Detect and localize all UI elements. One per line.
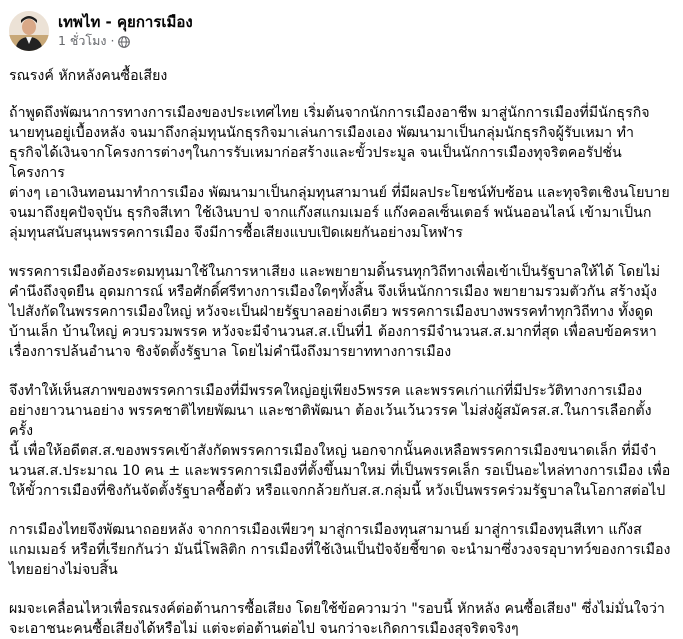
post-paragraph-4: การเมืองไทยจึงพัฒนาถอยหลัง จากการเมืองเพียวๆ มาสู่การเมืองทุนสามานย์ มาสู่การเมืองทุนสีเทา แก๊งส แกมเมอร์ หรือที่เรียกกันว่า มันนี่โพลิติก การเมืองที่ใช้เงินเป็นปัจจัยชี้ขาด จะนำมาซึ่งวงจรอุบาทว์ของการเมือง ไทยอย่างไม่จบสิ้น	[9, 522, 671, 578]
post-paragraph-5: ผมจะเคลื่อนไหวเพื่อรณรงค์ต่อต้านการซื้อเสียง โดยใช้ข้อความว่า "รอบนี้ หักหลัง คนซื้อเสียง" ซึ่งไม่มั่นใจว่า จะเอาชนะคนซื้อเสียงได้หรือไม่ แต่จะต่อต้านต่อไป จนกว่าจะเกิดการเมืองสุจริตจริงๆ	[9, 601, 665, 637]
post-timestamp[interactable]: 1 ชั่วโมง	[58, 33, 107, 48]
post-paragraph-2: พรรคการเมืองต้องระดมทุนมาใช้ในการหาเสียง และพยายามดิ้นรนทุกวิถีทางเพื่อเข้าเป็นรัฐบาลให้ได้ โดยไม่ คำนึงถึงจุดยืน อุดมการณ์ หรือศักดิ์ศรีทางการเมืองใดๆทั้งสิ้น จึงเห็นนักการเมือง พยายามรวมตัวกัน สร้างมุ้ง ไปสังกัดในพรรคการเมืองใหญ่ หวังจะเป็นฝ่ายรัฐบาลอย่างเดียว พรรคการเมืองบางพรรคทำทุกวิถีทาง ทั้งดูด บ้านเล็ก บ้านใหญ่ ควบรวมพรรค หวังจะมีจำนวนส.ส.เป็นที่1 ต้องการมีจำนวนส.ส.มากที่สุด เพื่อลบข้อครหา เรื่องการปล้นอำนาจ ชิงจัดตั้งรัฐบาล โดยไม่คำนึงถึงมารยาททางการเมือง	[9, 264, 661, 360]
globe-icon[interactable]	[118, 35, 130, 47]
avatar[interactable]	[9, 11, 49, 51]
page-name-link[interactable]: เทพไท - คุยการเมือง	[58, 13, 193, 31]
post-body	[9, 66, 671, 639]
post-title: รณรงค์ หักหลังคนซื้อเสียง	[9, 68, 168, 84]
post-subline	[58, 32, 193, 50]
separator-dot: ·	[110, 33, 115, 48]
post-paragraph-3: จึงทำให้เห็นสภาพของพรรคการเมืองที่มีพรรคใหญ่อยู่เพียง5พรรค และพรรคเก่าแก่ที่มีประวัติทางการเมือง อย่างยาวนานอย่าง พรรคชาติไทยพัฒนา และชาติพัฒนา ต้องเว้นเว้นวรรค ไม่ส่งผู้สมัครส.ส.ในการเลือกตั้งครั้ง นี้ เพื่อให้อดีตส.ส.ของพรรคเข้าสังกัดพรรคการเมืองใหญ่ นอกจากนั้นคงเหลือพรรคการเมืองขนาดเล็ก ที่มีจำ นวนส.ส.ประมาณ 10 คน ± และพรรคการเมืองที่ตั้งขึ้นมาใหม่ ที่เป็นพรรคเล็ก รอเป็นอะไหล่ทางการเมือง เพื่อ ให้ขั้วการเมืองที่ชิงกันจัดตั้งรัฐบาลซื้อตัว หรือแจกกล้วยกับส.ส.กลุ่มนี้ หวังเป็นพรรคร่วมรัฐบาลในโอกาสต่อไป	[9, 383, 671, 499]
post-meta	[58, 12, 193, 50]
post-paragraph-1: ถ้าพูดถึงพัฒนาการทางการเมืองของประเทศไทย เริ่มต้นจากนักการเมืองอาชีพ มาสู่นักการเมืองที่มีนักธุรกิจ นายทุนอยู่เบื้องหลัง จนมาถึงกลุ่มทุนนักธุรกิจมาเล่นการเมืองเอง พัฒนามาเป็นกลุ่มนักธุรกิจผู้รับเหมา ทำ ธุรกิจได้เงินจากโครงการต่างๆในการรับเหมาก่อสร้างและขั้วประมูล จนเป็นนักการเมืองทุจริตคอรัปชั่นโครงการ ต่างๆ เอาเงินทอนมาทำการเมือง พัฒนามาเป็นกลุ่มทุนสามานย์ ที่มีผลประโยชน์ทับซ้อน และทุจริตเชิงนโยบาย จนมาถึงยุคปัจจุบัน ธุรกิจสีเทา ใช้เงินบาป จากแก๊งสแกมเมอร์ แก๊งคอลเซ็นเตอร์ พนันออนไลน์ เข้ามาเป็นก ลุ่มทุนสนับสนุนพรรคการเมือง จึงมีการซื้อเสียงแบบเปิดเผยกันอย่างมโหฬาร	[9, 105, 670, 241]
post-header	[9, 8, 671, 54]
